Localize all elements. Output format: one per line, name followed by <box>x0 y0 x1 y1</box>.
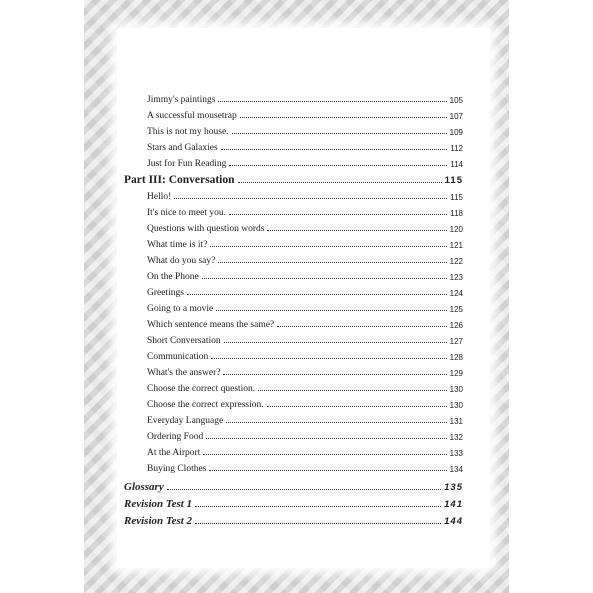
toc-entry <box>147 205 463 218</box>
toc-leader-dots <box>206 437 446 439</box>
toc-entry <box>147 285 463 298</box>
toc-entry-page: 129 <box>449 369 463 378</box>
toc-entry-title: Just for Fun Reading <box>147 159 227 169</box>
toc-entry-page: 128 <box>449 353 463 362</box>
toc-entry-page: 107 <box>449 112 463 121</box>
toc-entry <box>147 140 463 153</box>
toc-major-title: Revision Test 1 <box>124 498 193 510</box>
toc-leader-dots <box>267 405 447 407</box>
toc-entry-page: 132 <box>449 433 463 442</box>
toc-leader-dots <box>267 229 446 231</box>
toc-entry-page: 125 <box>449 305 463 314</box>
toc-glossary <box>124 478 463 493</box>
toc-entry-title: What's the answer? <box>147 368 221 378</box>
toc-entry-title: Jimmy's paintings <box>147 95 216 105</box>
toc-entry <box>147 124 463 137</box>
toc-leader-dots <box>218 100 446 102</box>
toc-revision-test-1 <box>124 495 463 510</box>
toc-part-title: Part III: Conversation <box>124 174 235 186</box>
toc-entry-title: Buying Clothes <box>147 464 207 474</box>
toc-entry-page: 130 <box>449 385 463 394</box>
toc-leader-dots <box>238 181 442 183</box>
toc-entry <box>147 237 463 250</box>
toc-leader-dots <box>211 357 446 359</box>
toc-entry <box>147 333 463 346</box>
toc-entry <box>147 365 463 378</box>
toc-entry-page: 109 <box>449 128 463 137</box>
toc-major-page: 141 <box>444 499 463 510</box>
toc-entry-page: 123 <box>449 273 463 282</box>
toc-leader-dots <box>209 469 446 471</box>
toc-entry-title: Stars and Galaxies <box>147 143 218 153</box>
toc-leader-dots <box>240 116 447 118</box>
toc-leader-dots <box>218 261 446 263</box>
toc-entry-page: 118 <box>450 209 463 218</box>
toc-entry-title: Greetings <box>147 288 184 298</box>
toc-entry <box>147 253 463 266</box>
toc-leader-dots <box>258 389 446 391</box>
toc-leader-dots <box>226 421 446 423</box>
toc-leader-dots <box>223 373 446 375</box>
toc-entry <box>147 397 463 410</box>
toc-entry-title: At the Airport <box>147 448 201 458</box>
toc-leader-dots <box>167 488 441 490</box>
toc-leader-dots <box>221 148 448 150</box>
toc-entry-title: A successful mousetrap <box>147 111 237 121</box>
toc-entry <box>147 461 463 474</box>
toc-entry-page: 127 <box>449 337 463 346</box>
toc-major-title: Revision Test 2 <box>124 515 193 527</box>
toc-entry-page: 124 <box>449 289 463 298</box>
toc-leader-dots <box>224 341 447 343</box>
toc-entry-page: 126 <box>449 321 463 330</box>
toc-entry-title: This is not my house. <box>147 127 229 137</box>
toc-entry <box>147 269 463 282</box>
toc-entry-title: It's nice to meet you. <box>147 208 227 218</box>
toc-entry-title: Questions with question words <box>147 224 265 234</box>
toc-revision-test-2 <box>124 512 463 527</box>
toc-leader-dots <box>195 505 441 507</box>
toc-entry-title: Choose the correct question. <box>147 384 256 394</box>
toc-entry-page: 115 <box>450 193 463 202</box>
toc-entry <box>147 413 463 426</box>
toc-entry-title: What time is it? <box>147 240 208 250</box>
toc-entry-page: 130 <box>449 401 463 410</box>
toc-leader-dots <box>210 245 446 247</box>
toc-entry <box>147 301 463 314</box>
toc-entry-title: Which sentence means the same? <box>147 320 275 330</box>
toc-entry-title: Going to a movie <box>147 304 214 314</box>
toc-entry <box>147 349 463 362</box>
toc-entry-title: Short Conversation <box>147 336 221 346</box>
toc-entry-page: 134 <box>449 465 463 474</box>
toc-part-heading <box>124 171 463 186</box>
toc-entry-title: On the Phone <box>147 272 199 282</box>
toc-entry <box>147 108 463 121</box>
toc-major-page: 135 <box>444 482 463 493</box>
toc-leader-dots <box>174 197 447 199</box>
toc-leader-dots <box>232 132 447 134</box>
toc-entry-title: Choose the correct expression. <box>147 400 264 410</box>
toc-major-title: Glossary <box>124 481 164 493</box>
toc-entry-page: 112 <box>450 144 463 153</box>
toc-leader-dots <box>229 213 447 215</box>
toc-entry-page: 105 <box>449 96 463 105</box>
toc-entry-title: What do you say? <box>147 256 216 266</box>
toc-leader-dots <box>277 325 447 327</box>
toc-entry-page: 120 <box>449 225 463 234</box>
toc-major-page: 144 <box>444 516 463 527</box>
toc-part-page: 115 <box>444 175 463 186</box>
toc-entry <box>147 445 463 458</box>
toc-entry <box>147 92 463 105</box>
toc-entry <box>147 189 463 202</box>
toc-leader-dots <box>202 277 447 279</box>
toc-entry <box>147 381 463 394</box>
toc-entry-page: 133 <box>449 449 463 458</box>
toc-entry-page: 114 <box>450 160 463 169</box>
toc-entry-page: 122 <box>449 257 463 266</box>
toc-leader-dots <box>187 293 447 295</box>
toc-entry-title: Hello! <box>147 192 172 202</box>
toc-leader-dots <box>216 309 446 311</box>
toc-entry <box>147 156 463 169</box>
toc-entry-page: 121 <box>449 241 463 250</box>
toc-entry <box>147 317 463 330</box>
toc-entry <box>147 221 463 234</box>
toc-entry-title: Communication <box>147 352 209 362</box>
toc-entry-title: Everyday Language <box>147 416 224 426</box>
toc-leader-dots <box>203 453 446 455</box>
toc-leader-dots <box>229 164 447 166</box>
toc-leader-dots <box>195 522 441 524</box>
toc-entry <box>147 429 463 442</box>
toc-entry-title: Ordering Food <box>147 432 204 442</box>
toc-entry-page: 131 <box>449 417 463 426</box>
